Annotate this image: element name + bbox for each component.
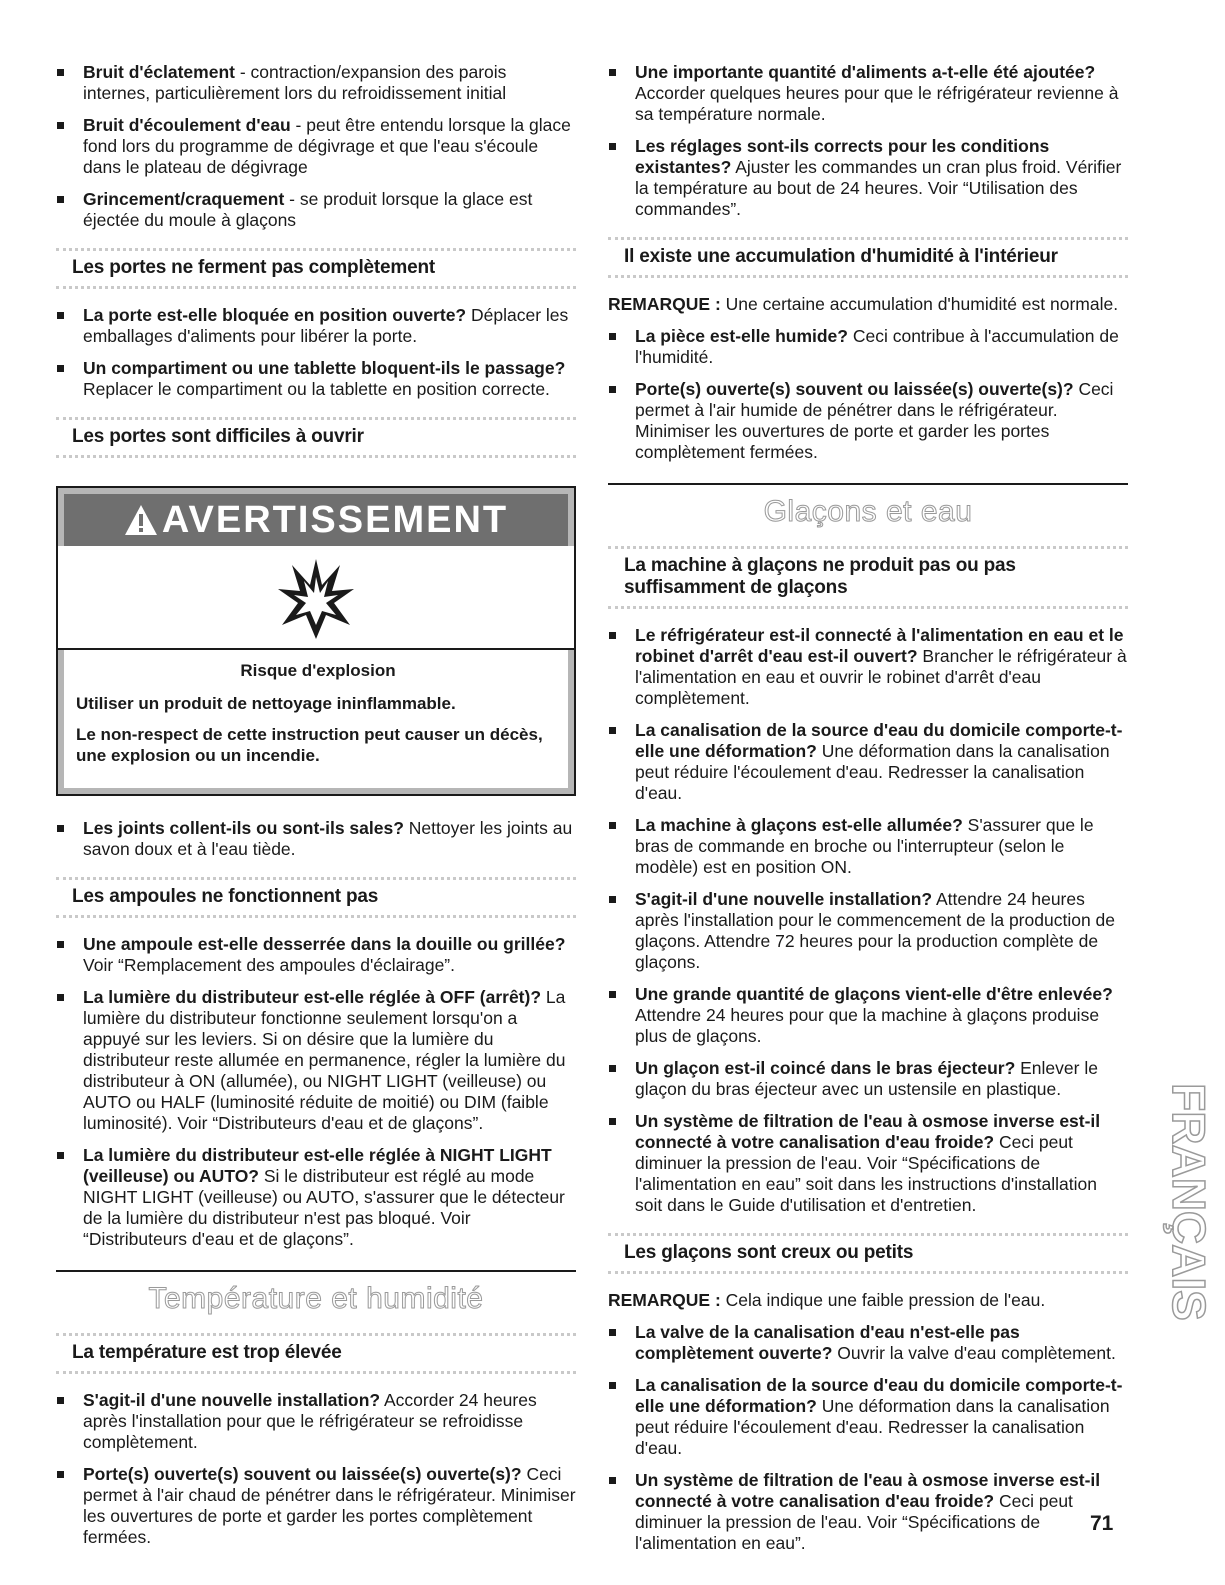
list-item: Grincement/craquement - se produit lorsque la glace est éjectée du moule à glaçons bbox=[56, 189, 576, 231]
section-title-temperature: Température et humidité bbox=[56, 1270, 576, 1316]
list-item: Une importante quantité d'aliments a-t-elle été ajoutée? Accorder quelques heures pour que le réfrigérateur revienne à sa température normale. bbox=[608, 62, 1128, 125]
list-item: Bruit d'éclatement - contraction/expansion des parois internes, particulièrement lors du refroidissement initial bbox=[56, 62, 576, 104]
page-number: 71 bbox=[1090, 1512, 1114, 1535]
list-item: La valve de la canalisation d'eau n'est-elle pas complètement ouverte? Ouvrir la valve d'eau complètement. bbox=[608, 1322, 1128, 1364]
list-item: Porte(s) ouverte(s) souvent ou laissée(s) ouverte(s)? Ceci permet à l'air chaud de pénétrer dans le réfrigérateur. Minimiser les ouvertures de porte et garder les portes complètement fermées. bbox=[56, 1464, 576, 1548]
warning-line-2: Le non-respect de cette instruction peut causer un décès, une explosion ou un incendie. bbox=[76, 725, 543, 765]
list-item: Un compartiment ou une tablette bloquent-ils le passage? Replacer le compartiment ou la tablette en position correcte. bbox=[56, 358, 576, 400]
list-item: Les joints collent-ils ou sont-ils sales? Nettoyer les joints au savon doux et à l'eau tiède. bbox=[56, 818, 576, 860]
subheading-ice-maker: La machine à glaçons ne produit pas ou pas suffisamment de glaçons bbox=[608, 546, 1128, 609]
list-item: Porte(s) ouverte(s) souvent ou laissée(s) ouverte(s)? Ceci permet à l'air humide de pénétrer dans le réfrigérateur. Minimiser les ouvertures de porte et garder les portes complètement fermées. bbox=[608, 379, 1128, 463]
note: REMARQUE : Une certaine accumulation d'humidité est normale. bbox=[608, 294, 1119, 314]
list-item: La canalisation de la source d'eau du domicile comporte-t-elle une déformation? Une déformation dans la canalisation peut réduire l'écoulement d'eau. Redresser la canalisation d'eau. bbox=[608, 720, 1128, 804]
subheading-hollow-ice: Les glaçons sont creux ou petits bbox=[608, 1233, 1128, 1274]
list-item: La pièce est-elle humide? Ceci contribue à l'accumulation de l'humidité. bbox=[608, 326, 1128, 368]
subheading-doors-not-closing: Les portes ne ferment pas complètement bbox=[56, 248, 576, 289]
subheading-bulbs: Les ampoules ne fonctionnent pas bbox=[56, 877, 576, 918]
list-item: La lumière du distributeur est-elle réglée à NIGHT LIGHT (veilleuse) ou AUTO? Si le distributeur est réglé au mode NIGHT LIGHT (veilleuse) ou AUTO, s'assurer que le détecteur de la lumière du distributeur n'est pas bloqué. Voir “Distributeurs d'eau et de glaçons”. bbox=[56, 1145, 576, 1250]
warning-header bbox=[58, 488, 574, 546]
side-tab-language bbox=[1150, 1052, 1220, 1352]
list-item: S'agit-il d'une nouvelle installation? Accorder 24 heures après l'installation pour que le réfrigérateur se refroidisse complètement. bbox=[56, 1390, 576, 1453]
warning-triangle-icon bbox=[124, 503, 158, 537]
warning-box bbox=[56, 486, 576, 796]
subheading-doors-hard-to-open: Les portes sont difficiles à ouvrir bbox=[56, 417, 576, 458]
list-item: Un système de filtration de l'eau à osmose inverse est-il connecté à votre canalisation d'eau froide? Ceci peut diminuer la pression de l'eau. Voir “Spécifications de l'alimentation en eau” soit dans les instructions d'installation soit dans le Guide d'utilisation et d'entretien. bbox=[608, 1111, 1128, 1216]
section-title-ice: Glaçons et eau bbox=[608, 483, 1128, 529]
warning-line-1: Utiliser un produit de nettoyage ininflammable. bbox=[76, 694, 456, 713]
list-item: Un glaçon est-il coincé dans le bras éjecteur? Enlever le glaçon du bras éjecteur avec un ustensile en plastique. bbox=[608, 1058, 1128, 1100]
list-item: Une grande quantité de glaçons vient-elle d'être enlevée? Attendre 24 heures pour que la machine à glaçons produise plus de glaçons. bbox=[608, 984, 1128, 1047]
right-column bbox=[608, 62, 1128, 1565]
note: REMARQUE : Cela indique une faible pression de l'eau. bbox=[608, 1290, 1046, 1310]
list-item: Les réglages sont-ils corrects pour les conditions existantes? Ajuster les commandes un cran plus froid. Vérifier la température au bout de 24 heures. Voir “Utilisation des commandes”. bbox=[608, 136, 1128, 220]
list-item: La machine à glaçons est-elle allumée? S'assurer que le bras de commande en broche ou l'interrupteur (selon le modèle) est en position ON. bbox=[608, 815, 1128, 878]
explosion-icon bbox=[276, 555, 356, 639]
list-item: La porte est-elle bloquée en position ouverte? Déplacer les emballages d'aliments pour libérer la porte. bbox=[56, 305, 576, 347]
list-item: Le réfrigérateur est-il connecté à l'alimentation en eau et le robinet d'arrêt d'eau est-il ouvert? Brancher le réfrigérateur à l'alimentation en eau et ouvrir le robinet d'arrêt d'eau complètement. bbox=[608, 625, 1128, 709]
list-item: La canalisation de la source d'eau du domicile comporte-t-elle une déformation? Une déformation dans la canalisation peut réduire l'écoulement d'eau. Redresser la canalisation d'eau. bbox=[608, 1375, 1128, 1459]
warning-risk: Risque d'explosion bbox=[240, 661, 396, 680]
side-tab-label: FRANÇAIS bbox=[1162, 1083, 1215, 1321]
list-item: La lumière du distributeur est-elle réglée à OFF (arrêt)? La lumière du distributeur fonctionne seulement lorsqu'on a appuyé sur les leviers. Si on désire que la lumière du distributeur reste allumée en permanence, régler la lumière du distributeur à ON (allumée), ou NIGHT LIGHT (veilleuse) ou AUTO ou HALF (luminosité réduite de moitié) ou DIM (faible luminosité). Voir “Distributeurs d'eau et de glaçons”. bbox=[56, 987, 576, 1134]
list-item: S'agit-il d'une nouvelle installation? Attendre 24 heures après l'installation pour le commencement de la production de glaçons. Attendre 72 heures pour la production complète de glaçons. bbox=[608, 889, 1128, 973]
list-item: Une ampoule est-elle desserrée dans la douille ou grillée? Voir “Remplacement des ampoules d'éclairage”. bbox=[56, 934, 576, 976]
subheading-temp-high: La température est trop élevée bbox=[56, 1333, 576, 1374]
list-item: Bruit d'écoulement d'eau - peut être entendu lorsque la glace fond lors du programme de dégivrage et que l'eau s'écoule dans le plateau de dégivrage bbox=[56, 115, 576, 178]
left-column bbox=[56, 62, 576, 1559]
subheading-humidity: Il existe une accumulation d'humidité à l'intérieur bbox=[608, 237, 1128, 278]
warning-title: AVERTISSEMENT bbox=[161, 498, 509, 541]
list-item: Un système de filtration de l'eau à osmose inverse est-il connecté à votre canalisation d'eau froide? Ceci peut diminuer la pression de l'eau. Voir “Spécifications de l'alimentation en eau”. bbox=[608, 1470, 1128, 1554]
